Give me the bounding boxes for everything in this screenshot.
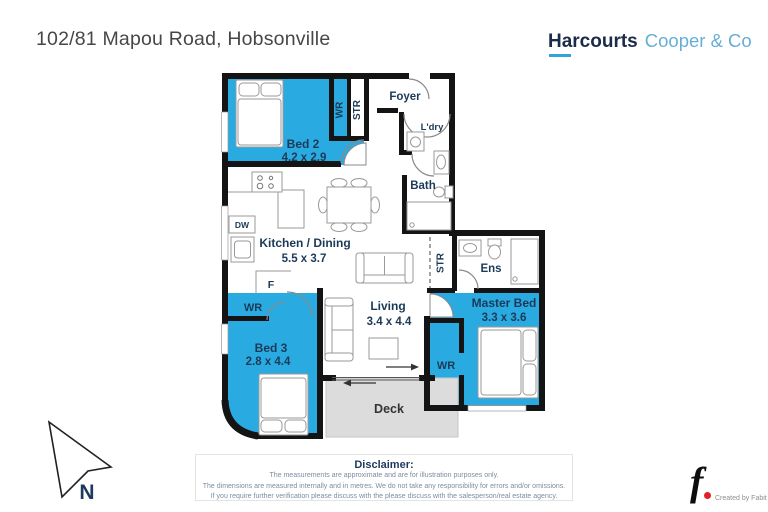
- bath-door: [412, 154, 434, 176]
- north-compass: [49, 422, 111, 504]
- agency-logo-suffix: Cooper & Co: [644, 30, 752, 51]
- bed2-str-label: STR: [352, 100, 364, 120]
- mid-str-label: STR: [435, 253, 447, 273]
- ensuite-fixtures: [459, 239, 538, 284]
- dining-sofa: [356, 253, 413, 283]
- ensuite-door: [459, 270, 478, 289]
- bed2-label: Bed 2: [286, 137, 320, 151]
- window-bed3: [222, 324, 229, 354]
- kitchen-counter: [228, 172, 304, 293]
- page-title: 102/81 Mapou Road, Hobsonville: [36, 28, 331, 50]
- ensuite-label: Ens: [480, 263, 502, 275]
- bed3-dims: 2.8 x 4.4: [245, 356, 291, 368]
- bed3-label: Bed 3: [254, 341, 288, 355]
- bed3-bed: [259, 374, 308, 435]
- kitchen-label: Kitchen / Dining: [259, 236, 351, 250]
- disclaimer-line-2: The dimensions are measured internally and in metres. We do not take any responsibility for errors and/or omissions.: [202, 482, 566, 490]
- window-kitchen: [222, 206, 229, 260]
- ensuite-vanity: [459, 240, 481, 256]
- agency-logo-name: Harcourts: [548, 31, 638, 52]
- bath-label: Bath: [410, 180, 436, 192]
- bed2-dims: 4.2 x 2.9: [281, 152, 327, 164]
- disclaimer-box: [195, 454, 573, 501]
- living-label: Living: [370, 299, 406, 313]
- master-label: Master Bed: [471, 296, 537, 310]
- fabit-logo-dot: [704, 492, 711, 499]
- bath-toilet-cistern: [445, 186, 453, 198]
- fabit-credit: Created by Fabit: [715, 495, 767, 502]
- north-label: N: [79, 481, 95, 504]
- window-bed2: [222, 112, 229, 152]
- laundry-label: L'dry: [420, 122, 444, 133]
- master-bed: [478, 327, 538, 398]
- bed2-bed: [236, 80, 283, 147]
- laundry-machine: [407, 132, 424, 151]
- fabit-logo: f: [690, 459, 704, 504]
- window-master: [468, 406, 526, 412]
- deck-label: Deck: [374, 402, 404, 416]
- foyer-label: Foyer: [389, 91, 421, 103]
- living-dims: 3.4 x 4.4: [366, 316, 412, 328]
- master-dims: 3.3 x 3.6: [481, 312, 527, 324]
- disclaimer-heading: Disclaimer:: [354, 459, 414, 471]
- bed3-wr-label: WR: [243, 302, 263, 314]
- fridge-label: F: [267, 279, 275, 291]
- disclaimer-line-1: The measurements are approximate and are for illustration purposes only.: [269, 472, 499, 479]
- living-table: [369, 338, 398, 359]
- ensuite-toilet: [489, 245, 501, 259]
- dw-label: DW: [234, 220, 250, 230]
- dining-table: [319, 179, 380, 232]
- stove: [252, 172, 282, 192]
- living-sofa: [325, 298, 353, 361]
- bed2-wr-label: WR: [334, 101, 346, 119]
- disclaimer-line-3: If you require further verification please discuss with the please discuss with the salesperson/real estate agency.: [210, 493, 558, 500]
- master-wr-label: WR: [436, 360, 456, 372]
- kitchen-dims: 5.5 x 3.7: [281, 253, 327, 265]
